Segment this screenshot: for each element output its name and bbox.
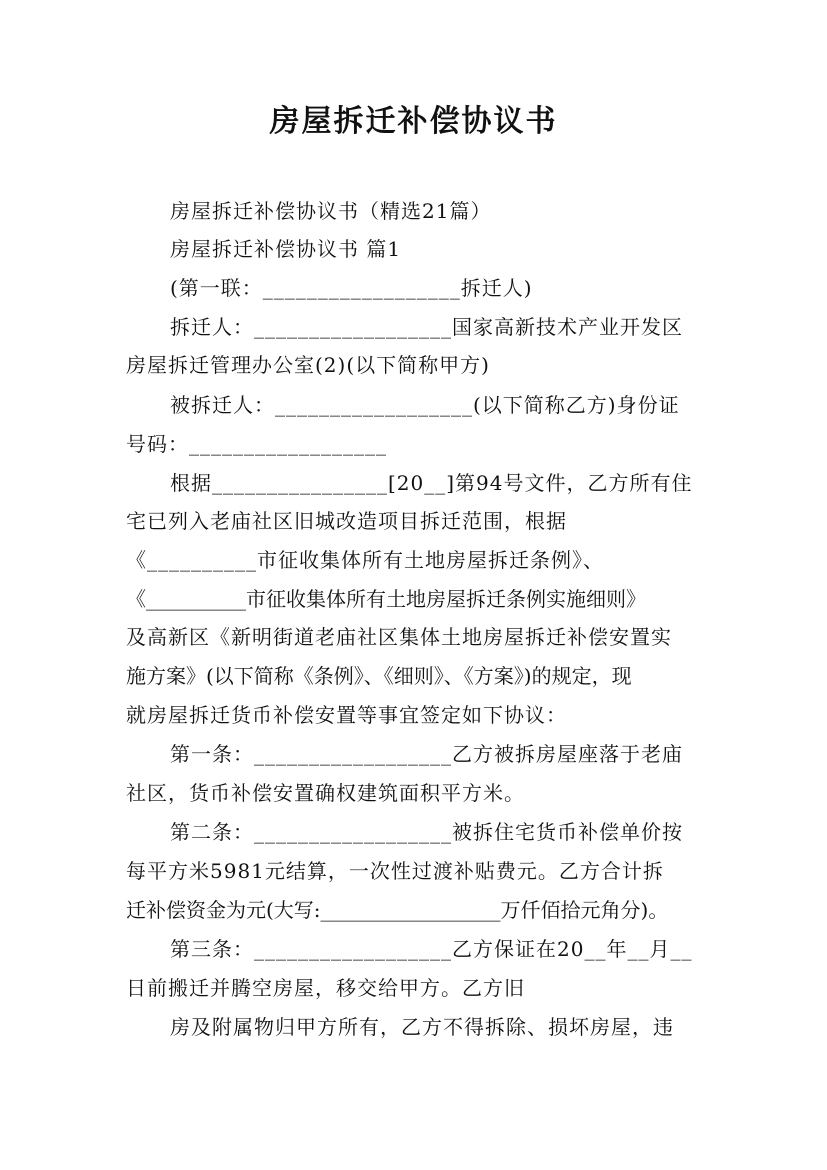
article-1-line: 第一条：__________________乙方被拆房屋座落于老庙: [170, 742, 683, 766]
article-3-line: 第三条：__________________乙方保证在20__年__月__: [170, 937, 693, 961]
paragraph-line: 《__________市征收集体所有土地房屋拆迁条例》、: [126, 548, 604, 572]
paragraph-line: 日前搬迁并腾空房屋，移交给甲方。乙方旧: [126, 976, 525, 1000]
paragraph-line: 房屋拆迁管理办公室(2)(以下简称甲方): [126, 353, 490, 377]
paragraph-line: 房及附属物归甲方所有，乙方不得拆除、损坏房屋，违: [170, 1015, 674, 1039]
section-heading: 房屋拆迁补偿协议书 篇1: [170, 237, 402, 261]
paragraph-line: 就房屋拆迁货币补偿安置等事宜签定如下协议：: [126, 703, 567, 727]
paragraph-line: 及高新区《新明街道老庙社区集体土地房屋拆迁补偿安置实: [126, 625, 672, 649]
paragraph-line: 《__________市征收集体所有土地房屋拆迁条例实施细则》: [126, 587, 646, 611]
paragraph-line: 施方案》(以下简称《条例》、《细则》、《方案》)的规定，现: [126, 664, 632, 688]
paragraph-line: (第一联：__________________拆迁人): [170, 276, 533, 300]
paragraph-line: 迁补偿资金为元(大写:__________________万仟佰拾元角分)。: [126, 898, 669, 922]
paragraph-line: 社区，货币补偿安置确权建筑面积平方米。: [126, 781, 525, 805]
paragraph-line: 号码：__________________: [126, 432, 387, 456]
document-title: 房屋拆迁补偿协议书: [269, 104, 558, 139]
paragraph-line: 拆迁人：__________________国家高新技术产业开发区: [170, 315, 683, 339]
paragraph-line: 被拆迁人：__________________(以下简称乙方)身份证: [170, 393, 680, 417]
paragraph-line: 宅已列入老庙社区旧城改造项目拆迁范围，根据: [126, 509, 567, 533]
paragraph-line: 根据________________[20__]第94号文件，乙方所有住: [170, 471, 693, 495]
article-2-line: 第二条：__________________被拆住宅货币补偿单价按: [170, 820, 683, 844]
paragraph-line: 每平方米5981元结算，一次性过渡补贴费元。乙方合计拆: [126, 859, 664, 883]
subtitle-line: 房屋拆迁补偿协议书（精选21篇）: [170, 199, 492, 223]
